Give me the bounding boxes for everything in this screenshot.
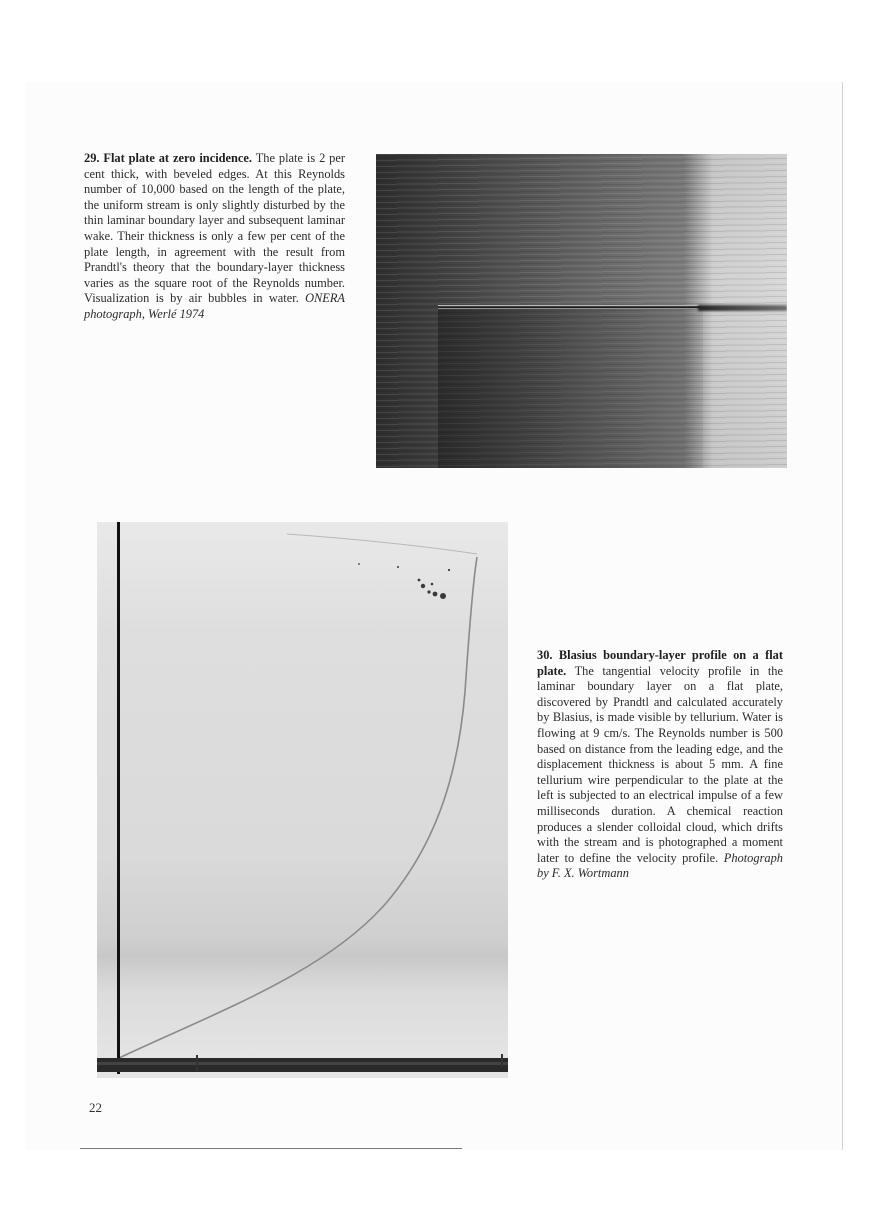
- figure-29-caption: [84, 151, 345, 323]
- plate-shadow: [438, 306, 703, 468]
- laminar-wake: [698, 305, 787, 311]
- figure-30-body: The tangential velocity profile in the laminar boundary layer on a flat plate, discovered by Prandtl and calculated accurately by Blasius, is made visible by tellurium. Water is flowing at 9 cm/s. The Reynolds number is 500 based on distance from the leading edge, and the displacement thickness is about 5 mm. A fine tellurium wire perpendicular to the plate at the left is subjected to an electrical impulse of a few milliseconds duration. A chemical reaction produces a slender colloidal cloud, which drifts with the stream and is photographed a moment later to define the velocity profile.: [537, 663, 783, 865]
- tellurium-wire: [117, 522, 120, 1074]
- footer-rule: [80, 1148, 462, 1149]
- page-number: 22: [89, 1100, 102, 1115]
- figure-29-credit: ONERA photograph, Werlé 1974: [84, 291, 345, 321]
- figure-30-caption: [537, 648, 783, 882]
- tellurium-cloud-specks: [358, 563, 450, 599]
- figure-29-body: The plate is 2 per cent thick, with beveled edges. At this Reynolds number of 10,000 based on the length of the plate, the uniform stream is only slightly disturbed by the thin laminar boundary layer and subsequent laminar wake. Their thickness is only a few per cent of the plate length, in agreement with the result from Prandtl's theory that the boundary-layer thickness varies as the square root of the Reynolds number. Visualization is by air bubbles in water.: [84, 151, 346, 306]
- velocity-profile-graphic: [97, 522, 508, 1078]
- blasius-profile-curve: [119, 557, 477, 1058]
- figure-30-title: Blasius boundary-layer profile on a flat plate.: [537, 648, 783, 678]
- flat-plate: [438, 305, 700, 309]
- figure-29-title: Flat plate at zero incidence.: [103, 151, 253, 165]
- figure-30-number: 30.: [537, 648, 553, 662]
- figure-29-photo: [376, 154, 787, 468]
- figure-30-photo: [97, 522, 508, 1078]
- figure-29-number: 29.: [84, 151, 100, 165]
- figure-30-credit: Photograph by F. X. Wortmann: [537, 850, 783, 881]
